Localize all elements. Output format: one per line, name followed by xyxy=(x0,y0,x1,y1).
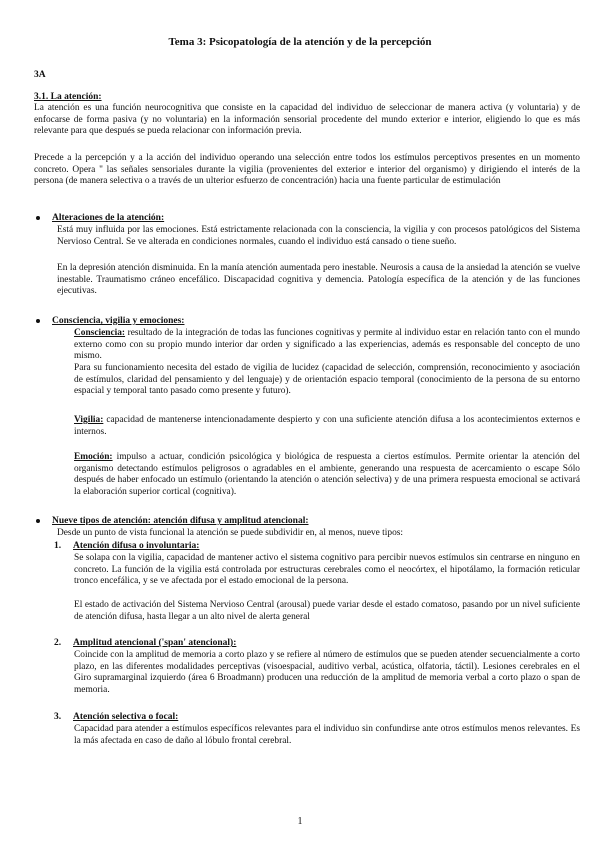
item-3-number: 3. xyxy=(54,712,62,722)
alteraciones-paragraph-2: En la depresión atención disminuida. En la manía atención aumentada pero inestable. Neurosis a causa de la ansiedad la atención se vuelve inestable. Traumatismo cráneo encefálico. Discapacidad cognitiva y demencia. Patología específica de la atención y de las funciones ejecutivas. xyxy=(57,263,580,297)
item-1-number: 1. xyxy=(54,541,62,551)
bullet-dot xyxy=(36,519,40,523)
section-3-1-paragraph-1: La atención es una función neurocognitiva que consiste en la capacidad del individuo de seleccionar de manera activa (y voluntaria) y de enfocarse de forma pasiva (y no voluntaria) en la información sensorial procedente del mundo exterior e interior, eligiendo lo que es más relevante para que después se pueda relacionar con información previa. xyxy=(34,103,580,137)
vigilia-paragraph xyxy=(74,415,580,438)
document-title: Tema 3: Psicopatología de la atención y de la percepción xyxy=(168,36,432,48)
section-3-1-paragraph-2: Precede a la percepción y a la acción del individuo operando una selección entre todos los estímulos perceptivos presentes en un momento concreto. Opera " las señales sensoriales durante la vigilia (provenientes del exterior e interior del organismo) y dirigiendo el interés de la persona (de manera selectiva o a través de un ulterior esfuerzo de concentración) hacia una fuente particular de estimulación xyxy=(34,153,580,187)
item-1-paragraph-2: El estado de activación del Sistema Nervioso Central (arousal) puede variar desde el estado comatoso, pasando por un nivel suficiente de atención difusa, hasta llegar a un alto nivel de alerta general xyxy=(74,600,580,622)
emocion-term: Emoción: xyxy=(74,452,113,462)
page-number: 1 xyxy=(297,816,303,827)
emocion-paragraph xyxy=(74,452,580,498)
nueve-tipos-intro: Desde un punto de vista funcional la atención se puede subdividir en, al menos, nueve tipos: xyxy=(57,528,404,538)
item-3-paragraph: Capacidad para atender a estímulos específicos relevantes para el individuo sin confundirse ante otros estímulos menos relevantes. Es la más afectada en caso de daño al lóbulo frontal cerebral. xyxy=(74,724,580,746)
item-2-number: 2. xyxy=(54,638,62,648)
consciencia-section-heading: Consciencia, vigilia y emociones: xyxy=(52,316,185,326)
nueve-tipos-heading: Nueve tipos de atención: atención difusa y amplitud atencional: xyxy=(52,516,309,526)
item-3-heading: Atención selectiva o focal: xyxy=(73,712,179,722)
alteraciones-heading: Alteraciones de la atención: xyxy=(52,213,165,223)
item-2-paragraph: Coincide con la amplitud de memoria a corto plazo y se refiere al número de estímulos que se pueden atender secuencialmente a corto plazo, en las diferentes modalidades perceptivas (visoespacial, auditivo verbal, acústica, olfatoria, táctil). Lesiones cerebrales en el Giro supramarginal izquierdo (área 6 Broadmann) producen una reducción de la amplitud de memoria verbal a corto plazo o span de memoria. xyxy=(74,650,580,695)
consciencia-paragraph-2: Para su funcionamiento necesita del estado de vigilia de lucidez (capacidad de selección, comprensión, reconocimiento y asociación de estímulos, claridad del pensamiento y del lenguaje) y de orientación espacio temporal (conocimiento de la persona de su entorno espacial y temporal tanto pasado como presente y futuro). xyxy=(74,363,580,397)
consciencia-text: resultado de la integración de todas las funciones cognitivas y permite al individuo estar en relación tanto con el mundo externo como con su propio mundo interior dar orden y significado a las experiencias, además es responsable del concepto de uno mismo. xyxy=(74,328,580,362)
bullet-dot xyxy=(36,319,40,323)
consciencia-term: Consciencia: xyxy=(74,328,126,338)
item-1-heading: Atención difusa o involuntaria: xyxy=(73,541,200,551)
consciencia-paragraph-1 xyxy=(74,328,580,363)
item-1-heading-row xyxy=(54,541,199,551)
item-1-paragraph-1: Se solapa con la vigilia, capacidad de mantener activo el sistema cognitivo para percibir nuevos estímulos sin centrarse en ninguno en concreto. La función de la vigilia está controlada por estructuras cerebrales como el neocórtex, el hipotálamo, la formación reticular tronco encefálica, y se ve afectada por el estado emocional de la persona. xyxy=(74,553,580,587)
emocion-text: impulso a actuar, condición psicológica y biológica de respuesta a ciertos estímulos. Permite orientar la atención del organismo detectando estímulos peligrosos o agradables en el ambiente, generando una respuesta de acercamiento o escape Sólo después de haber enfocado un estímulo (orientando la atención o atención selectiva) y de una primera respuesta emocional se activará la elaboración superior cortical (cognitiva). xyxy=(74,452,580,497)
item-2-heading: Amplitud atencional ('span' atencional): xyxy=(73,638,237,648)
bullet-nueve-tipos xyxy=(36,516,309,526)
section-label-3a: 3A xyxy=(34,70,46,80)
vigilia-term: Vigilia: xyxy=(74,415,104,425)
vigilia-text: capacidad de mantenerse intencionadamente despierto y con una suficiente atención difusa a los acontecimientos externos e internos. xyxy=(74,415,580,437)
bullet-consciencia xyxy=(36,316,184,326)
section-3-1-heading: 3.1. La atención: xyxy=(34,92,102,102)
item-2-heading-row xyxy=(54,638,236,648)
bullet-dot xyxy=(36,216,40,220)
alteraciones-paragraph-1: Está muy influida por las emociones. Está estrictamente relacionada con la consciencia, la vigilia y con procesos patológicos del Sistema Nervioso Central. Se ve alterada en condiciones normales, cuando el individuo está cansado o tiene sueño. xyxy=(57,225,580,247)
bullet-alteraciones xyxy=(36,213,164,223)
item-3-heading-row xyxy=(54,712,178,722)
